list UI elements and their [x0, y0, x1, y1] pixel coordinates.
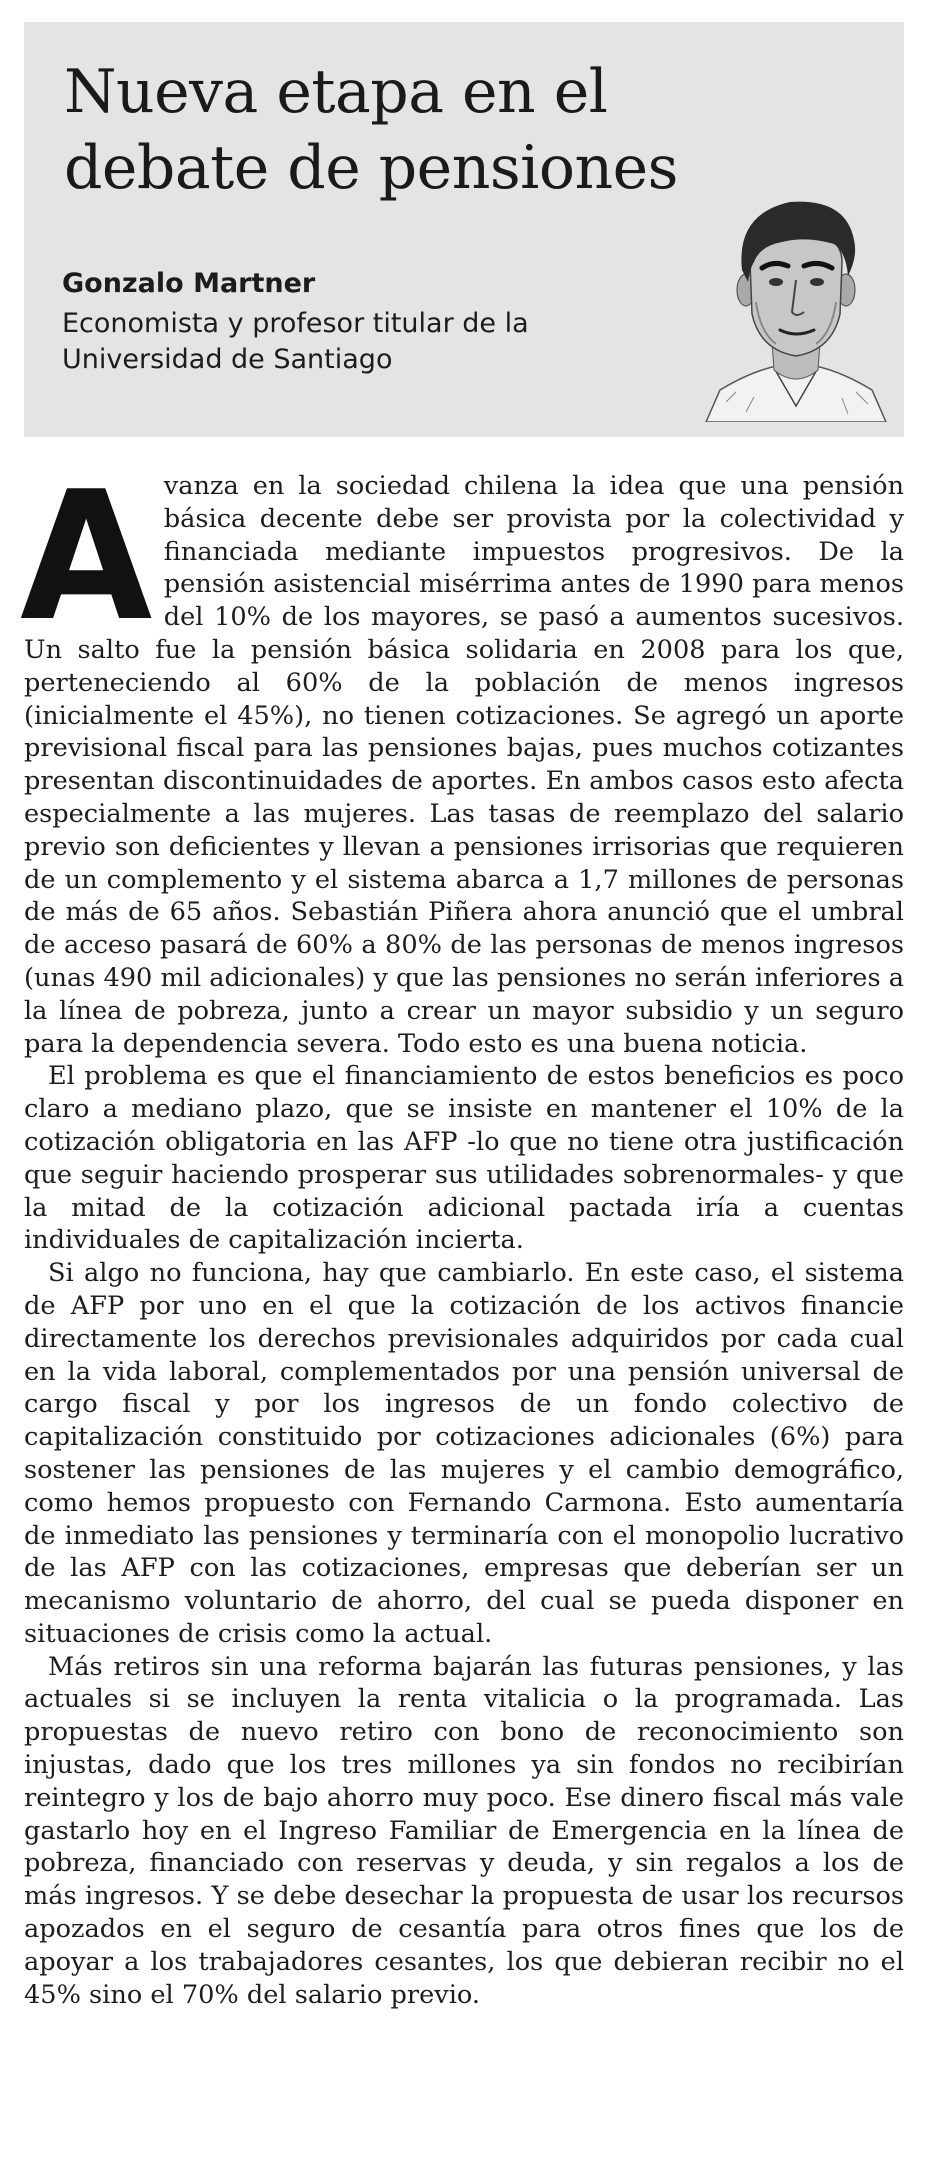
article-body: [20, 453, 904, 2011]
article-paragraph-2: El problema es que el financiamiento de estos beneficios es poco claro a mediano plazo, que se insiste en mantener el 10% de la cotización obligatoria en las AFP -lo que no tiene otra justificación que seguir haciendo prosperar sus utilidades sobrenormales- y que la mitad de la cotización adicional pactada iría a cuentas individuales de capitalización incierta.: [24, 1061, 904, 1256]
author-role: Economista y profesor titular de la Universidad de Santiago: [62, 308, 529, 375]
header-panel: [24, 22, 904, 437]
author-portrait-icon: [696, 192, 896, 422]
article-paragraph-4: Más retiros sin una reforma bajarán las futuras pensiones, y las actuales si se incluyen la renta vitalicia o la programada. Las propuestas de nuevo retiro con bono de reconocimiento son injustas, dado que los tres millones ya sin fondos no recibirían reintegro y los de bajo ahorro muy poco. Ese dinero fiscal más vale gastarlo hoy en el Ingreso Familiar de Emergencia en la línea de pobreza, financiado con reservas y deuda, y sin regalos a los de más ingresos. Y se debe desechar la propuesta de usar los recursos apozados en el seguro de cesantía para otros fines que los de apoyar a los trabajadores cesantes, los que debieran recibir no el 45% sino el 70% del salario previo.: [24, 1651, 904, 2010]
drop-cap: A: [20, 453, 149, 660]
article-paragraph-1: [20, 453, 904, 1060]
paragraph-text: vanza en la sociedad chilena la idea que una pensión básica decente debe ser provista por la colectividad y financiada mediante impuestos progresivos. De la pensión asistencial misérrima antes de 1990 para menos del 10% de los mayores, se pasó a aumentos sucesivos. Un salto fue la pensión básica solidaria en 2008 para los que, perteneciendo al 60% de la población de menos ingresos (inicialmente el 45%), no tienen cotizaciones. Se agregó un aporte previsional fiscal para las pensiones bajas, pues muchos cotizantes presentan discontinuidades de aportes. En ambos casos esto afecta especialmente a las mujeres. Las tasas de reemplazo del salario previo son deficientes y llevan a pensiones irrisorias que requieren de un complemento y el sistema abarca a 1,7 millones de personas de más de 65 años. Sebastián Piñera ahora anunció que el umbral de acceso pasará de 60% a 80% de las personas de menos ingresos (unas 490 mil adicionales) y que las pensiones no serán inferiores a la línea de pobreza, junto a crear un mayor subsidio y un seguro para la dependencia severa. Todo esto es una buena noticia.: [24, 471, 904, 1059]
article-paragraph-3: Si algo no funciona, hay que cambiarlo. En este caso, el sistema de AFP por uno en el que la cotización de los activos financie directamente los derechos previsionales adquiridos por cada cual en la vida laboral, complementados por una pensión universal de cargo fiscal y por los ingresos de un fondo colectivo de capitalización constituido por cotizaciones adicionales (6%) para sostener las pensiones de las mujeres y el cambio demográfico, como hemos propuesto con Fernando Carmona. Esto aumentaría de inmediato las pensiones y terminaría con el monopolio lucrativo de las AFP con las cotizaciones, empresas que deberían ser un mecanismo voluntario de ahorro, del cual se pueda disponer en situaciones de crisis como la actual.: [24, 1258, 904, 1649]
author-name: Gonzalo Martner: [62, 268, 316, 299]
headline: Nueva etapa en el debate de pensiones: [64, 57, 678, 203]
